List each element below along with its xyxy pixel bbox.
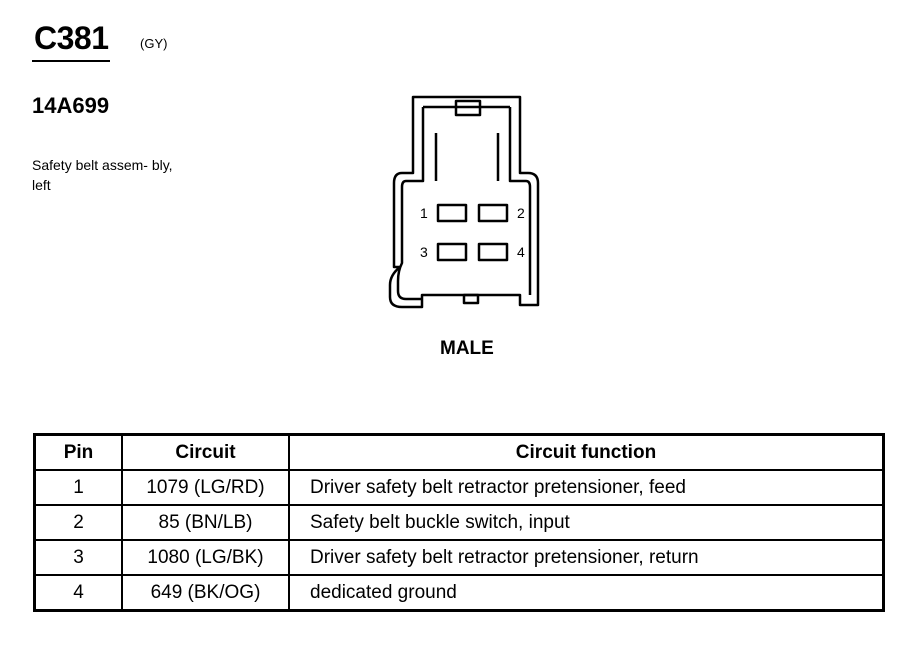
connector-id: C381 — [34, 20, 109, 56]
connector-gender: MALE — [440, 338, 494, 359]
cell-function: dedicated ground — [289, 575, 884, 611]
connector-housing-outline — [390, 97, 538, 307]
table-row — [35, 505, 884, 540]
part-number: 14A699 — [32, 93, 110, 118]
header-circuit-function: Circuit function — [289, 435, 884, 471]
pin-cavity-3 — [438, 244, 466, 260]
pin-cavity-4 — [479, 244, 507, 260]
cell-pin: 3 — [35, 540, 123, 575]
connector-inner-outline — [398, 107, 530, 299]
cell-function: Driver safety belt retractor pretensioner, return — [289, 540, 884, 575]
cell-function: Safety belt buckle switch, input — [289, 505, 884, 540]
latch-slot — [436, 133, 498, 181]
cell-circuit: 649 (BK/OG) — [122, 575, 289, 611]
table-row — [35, 575, 884, 611]
pin-label-3: 3 — [420, 244, 428, 260]
connector-face-diagram — [380, 85, 550, 315]
cell-circuit: 85 (BN/LB) — [122, 505, 289, 540]
bottom-key — [464, 295, 478, 303]
cell-circuit: 1080 (LG/BK) — [122, 540, 289, 575]
table-header-row — [35, 435, 884, 471]
connector-id-underline — [32, 60, 110, 62]
pin-label-2: 2 — [517, 205, 525, 221]
cell-pin: 1 — [35, 470, 123, 505]
pin-table — [33, 433, 885, 612]
cell-function: Driver safety belt retractor pretensioner, feed — [289, 470, 884, 505]
cell-pin: 2 — [35, 505, 123, 540]
table-row — [35, 470, 884, 505]
table-row — [35, 540, 884, 575]
pin-label-4: 4 — [517, 244, 525, 260]
connector-color-code: (GY) — [140, 36, 168, 51]
header-circuit: Circuit — [122, 435, 289, 471]
cell-circuit: 1079 (LG/RD) — [122, 470, 289, 505]
connector-description: Safety belt assem- bly, left — [32, 157, 173, 193]
header-pin: Pin — [35, 435, 123, 471]
pin-cavity-1 — [438, 205, 466, 221]
pin-cavity-2 — [479, 205, 507, 221]
cell-pin: 4 — [35, 575, 123, 611]
pin-label-1: 1 — [420, 205, 428, 221]
